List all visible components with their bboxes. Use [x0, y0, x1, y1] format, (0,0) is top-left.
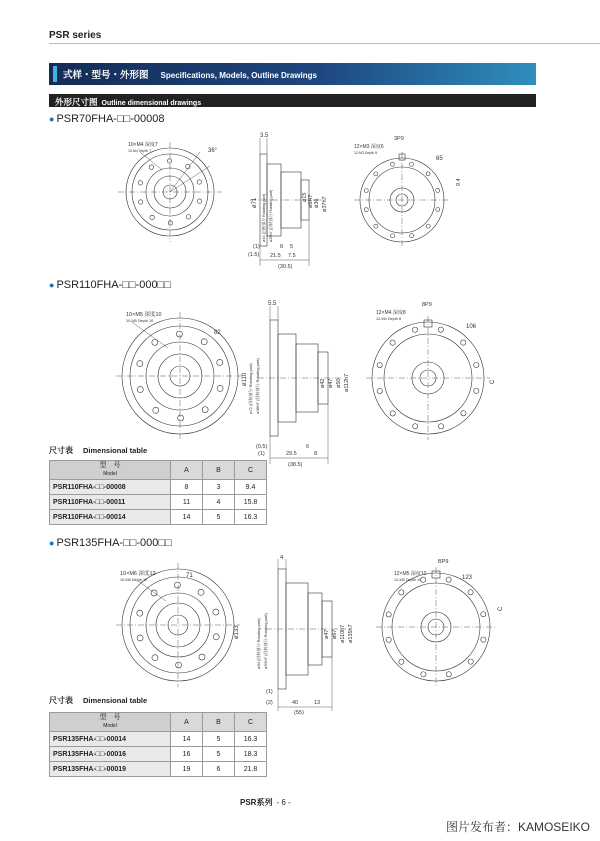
label-psr135-2: 71: [186, 573, 193, 579]
label-psr110-5: 12×M4 深度8: [376, 310, 406, 316]
series-label: PSR series: [49, 30, 102, 41]
bolt-hole: [150, 215, 154, 219]
front-view-psr110: [116, 312, 244, 440]
label-psr110-17: 29.5: [286, 451, 297, 457]
cell-a: 14: [171, 732, 203, 747]
label-psr135-0: 10×M6 深度12: [120, 571, 156, 577]
cell-c: 16.3: [235, 732, 267, 747]
back-view-psr70: [354, 152, 450, 248]
label-psr70-19: 5: [290, 244, 294, 250]
label-psr135-19: (55): [294, 710, 304, 715]
model-heading-text: PSR135FHA-□□-000□□: [56, 537, 172, 549]
label-psr135-1: 10-M6 Depth 12: [120, 578, 148, 582]
bolt-hole: [137, 635, 143, 641]
label-psr110-8: ø110: [242, 372, 248, 386]
label-psr110-13: ø50: [336, 378, 342, 388]
label-psr135-7: 123: [462, 575, 473, 581]
label-psr70-8: ø71: [252, 197, 258, 208]
bolt-hole: [198, 589, 204, 595]
label-psr70-16: (1.5): [248, 252, 260, 258]
bolt-hole: [202, 407, 208, 413]
cell-c: 21.8: [235, 762, 267, 777]
bullet-icon: ●: [49, 538, 55, 548]
col-c: C: [235, 713, 267, 732]
label-psr135-9: ø84 (回转部分 Rotating part): [256, 618, 261, 669]
model-heading-psr135: [49, 537, 172, 549]
label-psr110-19: 8: [314, 451, 318, 457]
label-psr135-20: C: [498, 606, 504, 611]
bolt-hole: [199, 654, 205, 660]
label-psr110-16: (1): [258, 451, 265, 457]
label-psr135-16: (2): [266, 700, 273, 706]
bolt-hole: [412, 327, 417, 332]
label-psr135-13: ø110h7: [340, 624, 346, 643]
label-psr135-11: ø47: [324, 629, 330, 639]
label-psr135-15: (1): [266, 689, 273, 695]
label-psr70-12: ø36: [314, 198, 320, 208]
bolt-hole: [461, 340, 466, 345]
bolt-hole: [138, 200, 142, 204]
bolt-hole: [481, 612, 486, 617]
cell-b: 3: [203, 480, 235, 495]
bolt-hole: [374, 172, 378, 176]
table-row: [50, 762, 267, 777]
bolt-hole: [421, 672, 426, 677]
label-psr70-6: 12-M3 Depth 6: [354, 151, 378, 155]
bolt-hole: [137, 610, 143, 616]
table-title-psr110: [49, 445, 147, 456]
front-view-psr70: [118, 142, 222, 242]
label-psr70-15: (1): [253, 244, 260, 250]
cell-a: 19: [171, 762, 203, 777]
bolt-hole: [153, 407, 159, 413]
label-psr110-3: 5.5: [268, 301, 277, 307]
table-row: [50, 480, 267, 495]
bolt-hole: [374, 224, 378, 228]
label-psr110-4: 8P9: [422, 302, 432, 308]
label-psr110-6: 12-M4 Depth 8: [376, 317, 402, 321]
bolt-hole: [213, 634, 219, 640]
table-row: [50, 732, 267, 747]
bolt-hole: [217, 385, 223, 391]
bolt-hole: [178, 415, 184, 421]
cell-model: PSR110FHA-□□-00011: [50, 495, 171, 510]
cell-model: PSR135FHA-□□-00016: [50, 747, 171, 762]
model-heading-psr110: [49, 279, 171, 291]
bolt-hole: [138, 181, 142, 185]
label-psr70-1: 10-M4 Depth 7: [128, 149, 152, 153]
col-model-en: Model: [103, 471, 117, 477]
cell-a: 14: [171, 510, 203, 525]
label-psr70-0: 10×M4 深度7: [128, 142, 158, 148]
bolt-hole: [468, 590, 473, 595]
label-psr70-17: 8: [280, 244, 284, 250]
model-heading-text: PSR70FHA-□□-00008: [56, 113, 165, 125]
label-psr135-6: 12-M5 Depth 10: [394, 578, 422, 582]
bolt-hole: [217, 359, 223, 365]
label-psr135-14: ø135h7: [348, 624, 354, 643]
label-psr110-2: 82: [214, 330, 221, 336]
publisher-watermark: 图片发布者：KAMOSEIKO: [445, 820, 590, 834]
bolt-hole: [149, 165, 153, 169]
table-title-psr135: [49, 695, 147, 706]
bolt-hole: [137, 361, 143, 367]
col-a: A: [171, 461, 203, 480]
label-psr110-14: ø112h7: [344, 373, 350, 392]
drawing-psr135: [110, 555, 510, 715]
label-psr110-7: 106: [466, 324, 477, 330]
bolt-hole: [364, 188, 368, 192]
bolt-hole: [436, 208, 440, 212]
bolt-hole: [426, 172, 430, 176]
label-psr70-4: 3P9: [394, 136, 404, 142]
label-psr135-3: 4: [280, 555, 284, 561]
bolt-hole: [426, 224, 430, 228]
label-psr70-18: 21.5: [270, 253, 281, 259]
label-psr110-10: ø38H7 (回转部分 Rotating part): [255, 358, 260, 414]
banner-accent: [53, 66, 57, 82]
label-psr110-20: (38.5): [288, 462, 303, 468]
bolt-hole: [481, 637, 486, 642]
col-c: C: [235, 461, 267, 480]
bolt-hole: [386, 637, 391, 642]
bolt-hole: [461, 411, 466, 416]
label-psr135-5: 12×M5 深度10: [394, 571, 427, 577]
label-psr135-8: ø133: [234, 625, 240, 639]
bolt-hole: [137, 387, 143, 393]
bolt-hole: [399, 590, 404, 595]
bolt-hole: [390, 340, 395, 345]
page-number: - 6 -: [276, 798, 291, 807]
bolt-hole: [197, 199, 201, 203]
cell-b: 6: [203, 762, 235, 777]
cell-c: 16.3: [235, 510, 267, 525]
table-row: [50, 495, 267, 510]
col-model: [50, 461, 171, 480]
table-title-en: Dimensional table: [83, 696, 148, 705]
col-model-cn: 型 号: [99, 714, 121, 721]
bolt-hole: [468, 659, 473, 664]
bolt-hole: [364, 208, 368, 212]
label-psr110-9: ø72 (回转部分 Rotating part): [248, 363, 253, 414]
label-psr135-17: 40: [292, 700, 299, 706]
bolt-hole: [174, 582, 180, 588]
bolt-hole: [176, 662, 182, 668]
label-psr135-18: 13: [314, 700, 321, 706]
bolt-hole: [176, 331, 182, 337]
label-psr70-10: ø25h7 (回转部分 Rotating part): [269, 189, 273, 242]
model-heading-psr70: [49, 113, 165, 125]
cell-c: 18.3: [235, 747, 267, 762]
label-psr70-5: 12×M3 深度6: [354, 144, 384, 150]
label-psr135-4: BP9: [438, 559, 449, 565]
header-rule: [49, 43, 600, 44]
bolt-hole: [377, 388, 382, 393]
cell-model: PSR135FHA-□□-00019: [50, 762, 171, 777]
col-a: A: [171, 713, 203, 732]
page-footer: [240, 797, 291, 808]
label-psr135-12: ø67: [332, 629, 338, 639]
bolt-hole: [377, 363, 382, 368]
label-psr70-20: 7.5: [288, 253, 296, 259]
bolt-hole: [167, 159, 171, 163]
cell-a: 16: [171, 747, 203, 762]
dimension-table-psr110: [49, 460, 267, 525]
bolt-hole: [390, 234, 394, 238]
table-title-cn: 尺寸表: [49, 696, 73, 705]
section-title: [55, 96, 201, 108]
bolt-hole: [410, 162, 414, 166]
label-psr70-9: ø44 (回转部分 Rotating part): [262, 193, 266, 242]
label-psr110-21: C: [490, 379, 496, 384]
bolt-hole: [474, 388, 479, 393]
col-b: B: [203, 713, 235, 732]
label-psr70-21: (30.5): [278, 264, 293, 270]
label-psr110-0: 10×M5 深度10: [126, 312, 162, 318]
bullet-icon: ●: [49, 114, 55, 124]
footer-series: PSR系列: [240, 798, 273, 807]
drawing-psr70: [110, 130, 490, 272]
bolt-hole: [438, 424, 443, 429]
bolt-hole: [438, 327, 443, 332]
col-b: B: [203, 461, 235, 480]
cell-c: 9.4: [235, 480, 267, 495]
cell-c: 15.8: [235, 495, 267, 510]
bolt-hole: [201, 339, 207, 345]
bolt-hole: [390, 411, 395, 416]
label-psr70-13: ø37h7: [322, 196, 328, 212]
table-title-en: Dimensional table: [83, 446, 148, 455]
label-psr70-22: 9.4: [456, 178, 462, 186]
label-psr70-7: 65: [436, 156, 443, 162]
section-title-cn: 外形尺寸图: [55, 97, 98, 107]
col-model-en: Model: [103, 723, 117, 729]
back-view-psr135: [376, 567, 496, 687]
dimension-table-psr135: [49, 712, 267, 777]
table-row: [50, 747, 267, 762]
label-psr70-2: 36°: [208, 148, 218, 154]
banner-title: [63, 67, 317, 81]
bolt-hole: [413, 424, 418, 429]
bolt-hole: [386, 612, 391, 617]
bolt-hole: [446, 672, 451, 677]
label-psr110-15: (0.5): [256, 444, 268, 450]
cell-a: 8: [171, 480, 203, 495]
cell-b: 5: [203, 732, 235, 747]
model-heading-text: PSR110FHA-□□-000□□: [56, 279, 171, 291]
bolt-hole: [197, 180, 201, 184]
table-title-cn: 尺寸表: [49, 446, 73, 455]
bolt-hole: [152, 339, 158, 345]
cell-model: PSR110FHA-□□-00014: [50, 510, 171, 525]
cell-model: PSR135FHA-□□-00014: [50, 732, 171, 747]
cell-b: 5: [203, 510, 235, 525]
cell-model: PSR110FHA-□□-00008: [50, 480, 171, 495]
bolt-hole: [410, 234, 414, 238]
label-psr110-12: ø47: [328, 378, 334, 388]
bolt-hole: [390, 162, 394, 166]
col-model: [50, 713, 171, 732]
table-row: [50, 510, 267, 525]
banner-title-en: Specifications, Models, Outline Drawings: [160, 71, 317, 80]
label-psr135-10: ø50H7 (回转部分 Rotating part): [263, 613, 268, 669]
section-title-en: Outline dimensional drawings: [101, 100, 202, 107]
bolt-hole: [186, 215, 190, 219]
bolt-hole: [168, 221, 172, 225]
label-psr110-1: 10-M5 Depth 10: [126, 319, 154, 323]
label-psr70-14: ø15: [302, 192, 308, 202]
bolt-hole: [421, 577, 426, 582]
label-psr70-3: 3.5: [260, 133, 269, 139]
bolt-hole: [399, 659, 404, 664]
back-view-psr110: [366, 316, 490, 440]
bolt-hole: [446, 577, 451, 582]
bolt-hole: [152, 655, 158, 661]
bullet-icon: ●: [49, 280, 55, 290]
bolt-hole: [436, 188, 440, 192]
cell-a: 11: [171, 495, 203, 510]
cell-b: 5: [203, 747, 235, 762]
drawing-psr110: [110, 298, 510, 468]
banner-title-cn: 式样・型号・外形图: [63, 70, 149, 81]
col-model-cn: 型 号: [99, 462, 121, 469]
cell-b: 4: [203, 495, 235, 510]
label-psr70-11: ø6H7: [308, 194, 314, 208]
label-psr110-18: 6: [306, 444, 310, 450]
bolt-hole: [213, 609, 219, 615]
bolt-hole: [474, 362, 479, 367]
label-psr110-11: ø42: [320, 378, 326, 388]
